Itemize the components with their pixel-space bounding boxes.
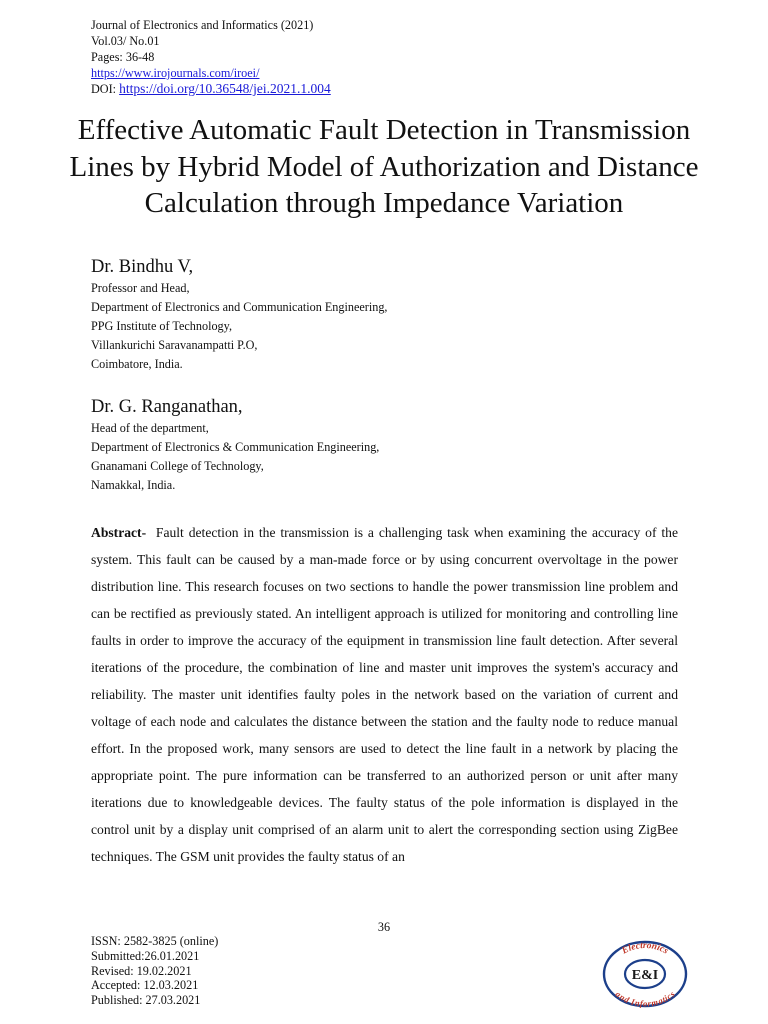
published-date: Published: 27.03.2021: [91, 993, 201, 1008]
revised-date: Revised: 19.02.2021: [91, 963, 192, 978]
journal-volume: Vol.03/ No.01: [91, 34, 160, 48]
doi-label: DOI:: [91, 82, 120, 96]
accepted-date: Accepted: 12.03.2021: [91, 978, 199, 993]
logo-bottom-text: and Informatics: [613, 988, 677, 1008]
author-name-2: Dr. G. Ranganathan,: [91, 397, 243, 417]
publication-footer: [91, 934, 218, 1008]
affiliation-line: Professor and Head,: [91, 281, 190, 295]
issn: ISSN: 2582-3825 (online): [91, 934, 219, 948]
abstract-label: Abstract-: [91, 525, 147, 540]
submitted-date: Submitted:26.01.2021: [91, 948, 200, 963]
logo-center-text: E&I: [631, 968, 659, 983]
author-name-1: Dr. Bindhu V,: [91, 257, 194, 277]
affiliation-line: Head of the department,: [91, 421, 209, 435]
affiliation-line: Department of Electronics & Communication Engineering,: [91, 440, 380, 454]
affiliation-line: Villankurichi Saravanampatti P.O,: [91, 338, 258, 352]
affiliation-line: PPG Institute of Technology,: [91, 319, 232, 333]
doi-link[interactable]: https://doi.org/10.36548/jei.2021.1.004: [119, 81, 331, 96]
abstract-text: Fault detection in the transmission is a challenging task when examining the accuracy of the system. This fault can be caused by a man-made force or by using concurrent overvoltage in the power distribution line. This research focuses on two sections to handle the power transmission line problem and can be rectified as previously stated. An intelligent approach is utilized for monitoring and controlling line faults in order to improve the accuracy of the equipment in transmission line fault detection. After several iterations of the procedure, the combination of line and master unit improves the system's accuracy and reliability. The master unit identifies faulty poles in the network based on the variation of current and voltage of each node and calculates the distance between the station and the faulty node to reduce manual effort. In the proposed work, many sensors are used to detect the line fault in a network by placing the appropriate point. The pure information can be transferred to an authorized person or unit after many iterations due to knowledgeable devices. The faulty status of the pole information is displayed in the control unit by a display unit comprised of an alarm unit to alert the corresponding section using ZigBee techniques. The GSM unit provides the faulty status of an: [91, 525, 678, 864]
abstract: [91, 519, 678, 870]
affiliation-line: Department of Electronics and Communication Engineering,: [91, 300, 388, 314]
page-number: 36: [377, 920, 391, 934]
journal-name: Journal of Electronics and Informatics (2021): [91, 18, 314, 32]
journal-logo: [600, 936, 690, 1008]
affiliation-line: Namakkal, India.: [91, 478, 176, 492]
journal-header: [91, 17, 331, 97]
journal-url-link[interactable]: https://www.irojournals.com/iroei/: [91, 66, 260, 80]
paper-title: Effective Automatic Fault Detection in Transmission Lines by Hybrid Model of Authorization and Distance Calculation through Impedance Variation: [69, 114, 699, 219]
author-affiliation-1: [91, 279, 387, 374]
journal-pages: Pages: 36-48: [91, 50, 155, 64]
affiliation-line: Gnanamani College of Technology,: [91, 459, 264, 473]
affiliation-line: Coimbatore, India.: [91, 357, 183, 371]
author-affiliation-2: [91, 419, 379, 495]
logo-top-text: Electronics: [620, 940, 670, 957]
